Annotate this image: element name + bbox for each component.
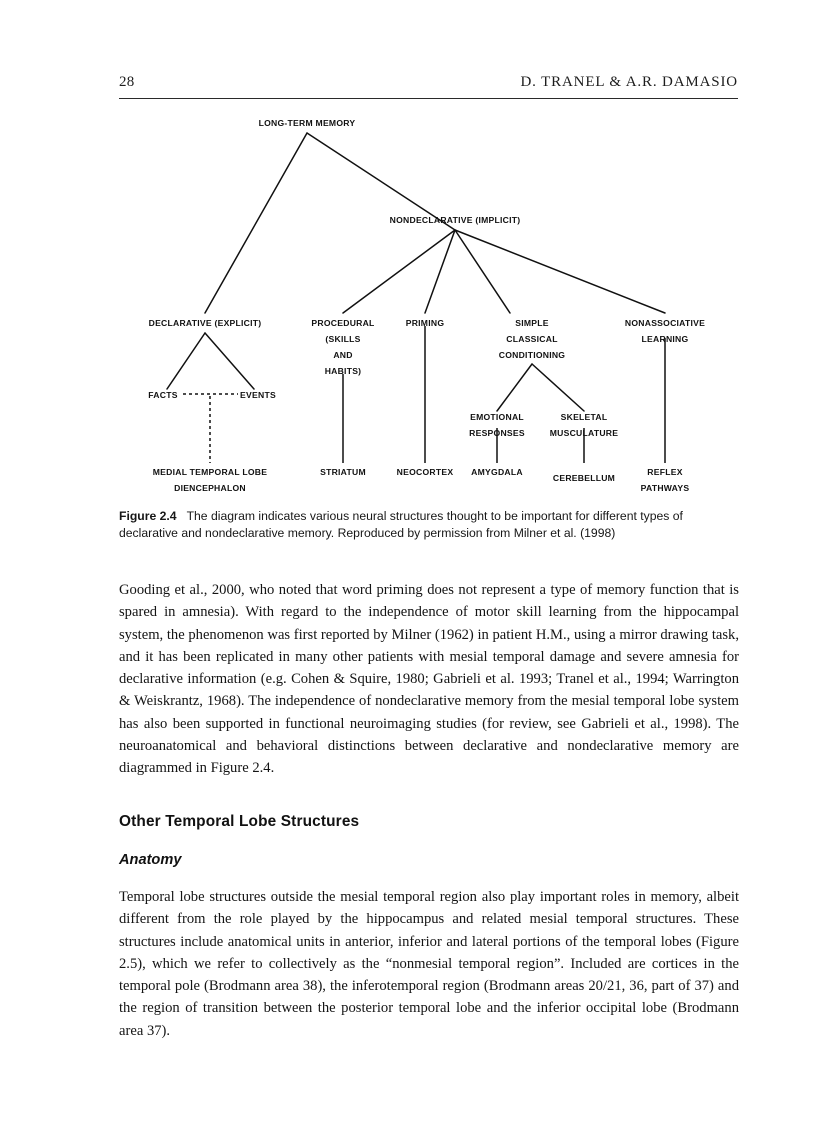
- running-head: [119, 74, 738, 96]
- node-priming: PRIMING: [405, 318, 445, 328]
- node-medial-line1: MEDIAL TEMPORAL LOBE: [152, 467, 268, 477]
- node-simple-line3: CONDITIONING: [498, 350, 566, 360]
- body-paragraph-2: Temporal lobe structures outside the mesial temporal region also play important roles in memory, albeit different from the role played by the hippocampus and related mesial temporal structures. These structures include anatomical units in anterior, inferior and lateral portions of the temporal lobes (Figure 2.5), which we refer to collectively as the “nonmesial temporal region”. Included are cortices in the temporal pole (Brodmann area 38), the inferotemporal region (Brodmann areas 20/21, 36, part of 37) and the region of transition between the posterior temporal lobe and the inferior occipital lobe (Brodmann area 37).: [119, 889, 739, 1039]
- section-heading: Other Temporal Lobe Structures: [119, 813, 360, 830]
- node-emotional-line1: EMOTIONAL: [470, 412, 524, 422]
- edge-declarative-to-facts: [167, 333, 205, 389]
- node-procedural-line3: AND: [333, 350, 353, 360]
- node-nonassociative-line2: LEARNING: [641, 334, 689, 344]
- edge-simple-to-skeletal: [532, 364, 584, 411]
- tree-edges-dashed: [183, 394, 238, 463]
- node-nondeclarative: NONDECLARATIVE (IMPLICIT): [389, 215, 521, 225]
- subsection-heading: Anatomy: [119, 852, 182, 868]
- node-striatum: STRIATUM: [320, 467, 366, 477]
- memory-taxonomy-tree: [110, 108, 750, 503]
- node-cerebellum: CEREBELLUM: [552, 473, 616, 483]
- edge-nondecl-to-nonassociative: [455, 230, 665, 313]
- edge-simple-to-emotional: [497, 364, 532, 411]
- node-nonassociative-line1: NONASSOCIATIVE: [624, 318, 706, 328]
- figure-2-4-diagram: [110, 108, 750, 503]
- header-rule: [119, 98, 738, 99]
- node-declarative: DECLARATIVE (EXPLICIT): [148, 318, 262, 328]
- node-procedural-line1: PROCEDURAL: [311, 318, 375, 328]
- edge-nondecl-to-priming: [425, 230, 455, 313]
- node-facts: FACTS: [148, 390, 178, 400]
- body-paragraph-1: Gooding et al., 2000, who noted that word priming does not represent a type of memory function that is spared in amnesia). With regard to the independence of motor skill learning from the hippocampal system, the phenomenon was first reported by Milner (1962) in patient H.M., using a mirror drawing task, and it has been replicated in many other patients with mesial temporal damage and severe amnesia for declarative information (e.g. Cohen & Squire, 1980; Gabrieli et al. 1993; Tranel et al., 1994; Warrington & Weiskrantz, 1968). The independence of nondeclarative memory from the mesial temporal lobe system has also been supported in functional neuroimaging studies (for review, see Gabrieli et al., 1998). The neuroanatomical and behavioral distinctions between declarative and nondeclarative memory are diagrammed in Figure 2.4.: [119, 582, 739, 777]
- node-events: EVENTS: [240, 390, 276, 400]
- running-head-authors: D. TRANEL & A.R. DAMASIO: [520, 74, 738, 90]
- page-number: 28: [119, 74, 135, 90]
- node-simple-line2: CLASSICAL: [506, 334, 558, 344]
- edge-nondecl-to-simple: [455, 230, 510, 313]
- node-reflex-line2: PATHWAYS: [640, 483, 690, 493]
- node-amygdala: AMYGDALA: [471, 467, 523, 477]
- node-reflex-line1: REFLEX: [647, 467, 683, 477]
- tree-edges: [167, 133, 665, 411]
- figure-caption: [119, 508, 739, 543]
- figure-caption-label: Figure 2.4: [119, 509, 177, 523]
- node-simple-line1: SIMPLE: [515, 318, 549, 328]
- node-emotional-line2: RESPONSES: [469, 428, 525, 438]
- node-neocortex: NEOCORTEX: [396, 467, 454, 477]
- node-procedural-line4: HABITS): [324, 366, 362, 376]
- figure-caption-text: The diagram indicates various neural structures thought to be important for different types of declarative and nondeclarative memory. Reproduced by permission from Milner et al. (1998): [119, 509, 683, 541]
- edge-root-to-declarative: [205, 133, 307, 313]
- edge-declarative-to-events: [205, 333, 254, 389]
- node-long-term-memory: LONG-TERM MEMORY: [258, 118, 356, 128]
- node-skeletal-line2: MUSCULATURE: [549, 428, 619, 438]
- node-skeletal-line1: SKELETAL: [560, 412, 608, 422]
- node-procedural-line2: (SKILLS: [325, 334, 361, 344]
- edge-nondecl-to-procedural: [343, 230, 455, 313]
- node-medial-line2: DIENCEPHALON: [174, 483, 246, 493]
- tree-edges-vertical: [343, 326, 665, 463]
